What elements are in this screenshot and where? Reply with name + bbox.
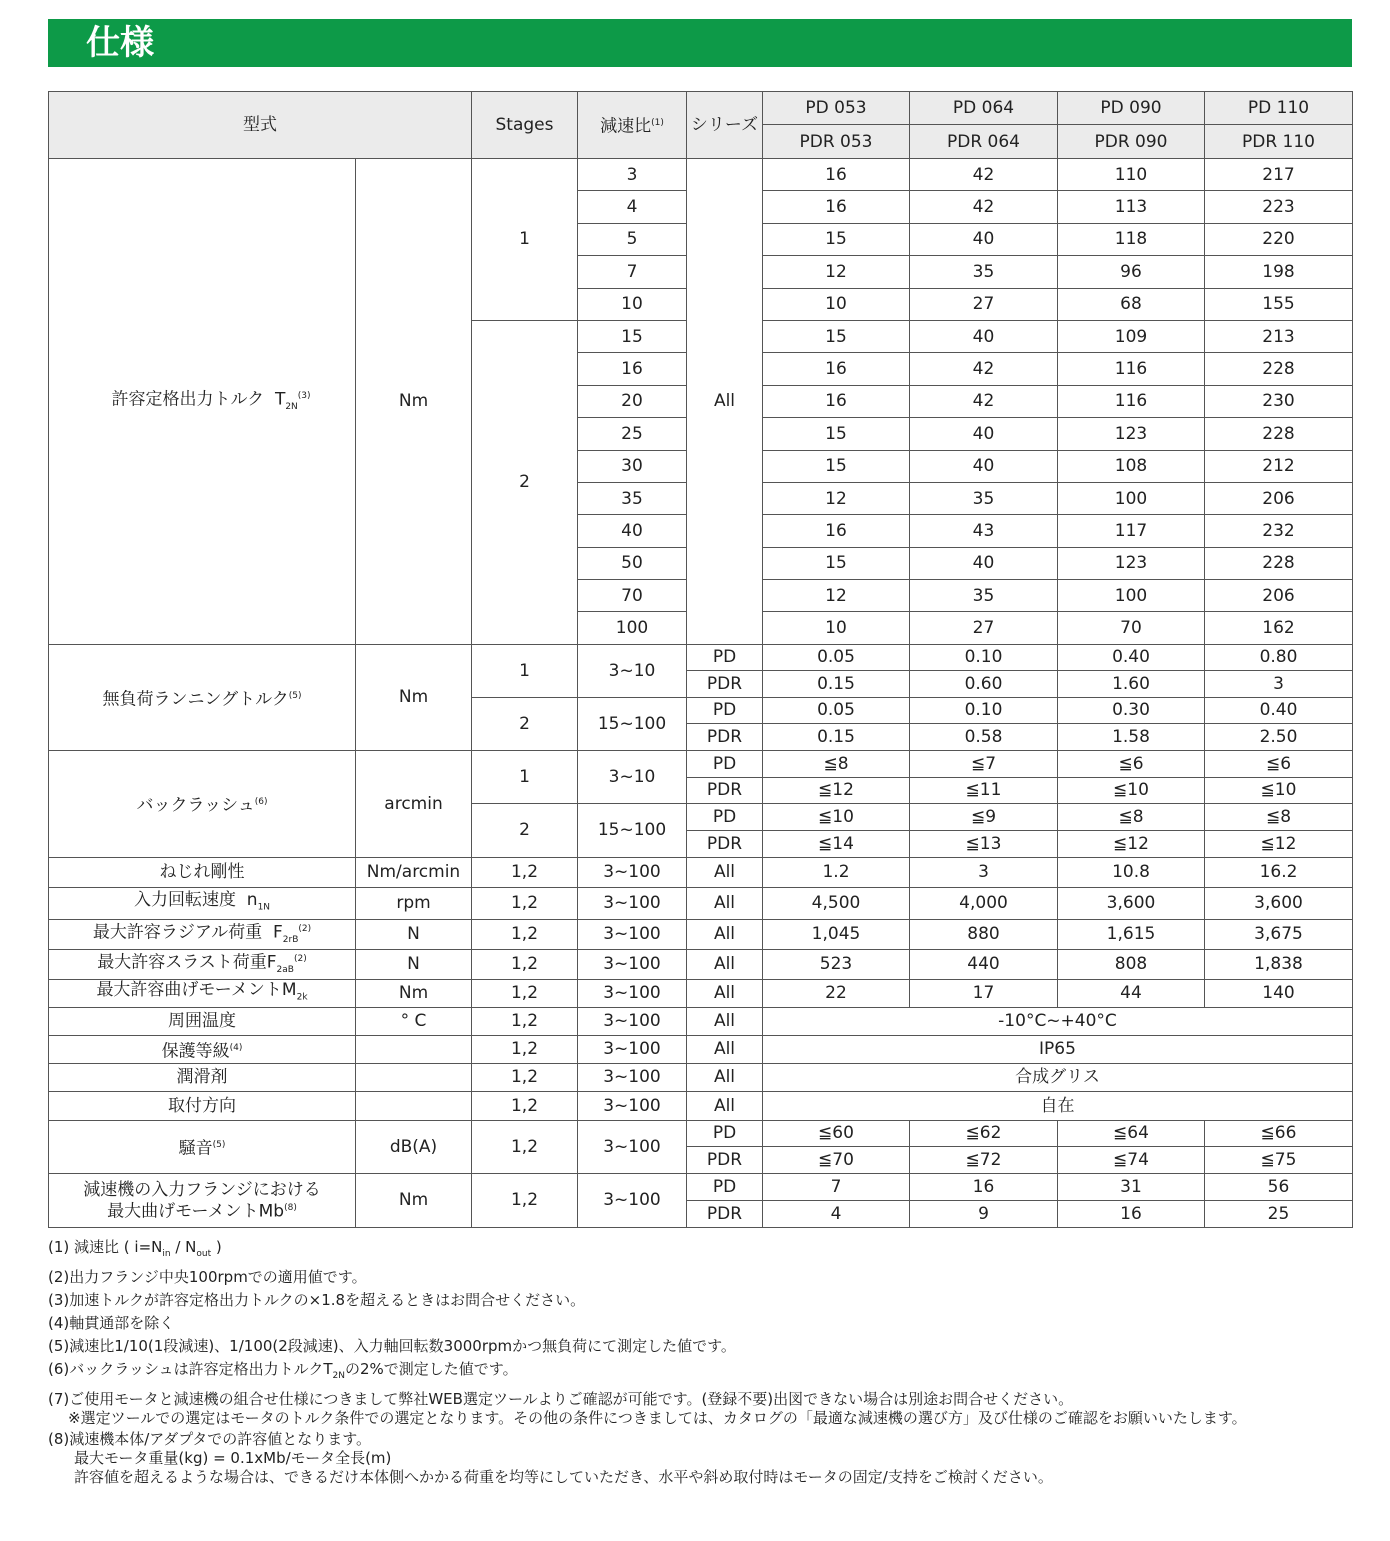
footnote-4: (4)軸貫通部を除く [48,1314,175,1332]
value-cell: 0.30 [1058,697,1205,723]
value-cell: ≦12 [763,777,910,803]
value-cell: 0.10 [910,644,1058,670]
unit-cell: rpm [356,887,472,919]
simple-rows [49,857,1353,1120]
ratio-cell: 3~10 [578,750,687,803]
series-cell: All [687,1063,763,1091]
row-label: 潤滑剤 [49,1063,356,1091]
value-cell: 118 [1058,223,1205,255]
value-cell: ≦6 [1058,750,1205,777]
value-cell: 96 [1058,256,1205,288]
header-pd-model: PD 064 [910,92,1058,125]
table-row [49,1063,1353,1091]
value-cell: 35 [910,482,1058,514]
value-cell: ≦60 [763,1120,910,1146]
value-cell: ≦66 [1205,1120,1353,1146]
ratio-cell: 20 [578,385,687,417]
ratio-cell: 3~100 [578,857,687,887]
series-cell: PD [687,644,763,670]
table-row [49,1173,1353,1200]
series-cell: All [687,887,763,919]
value-cell: 16 [763,191,910,223]
unit-cell: Nm [356,159,472,645]
value-cell: 220 [1205,223,1353,255]
ratio-cell: 40 [578,515,687,547]
series-cell: PD [687,1173,763,1200]
value-cell: ≦11 [910,777,1058,803]
value-cell: 0.40 [1058,644,1205,670]
value-cell: 40 [910,547,1058,579]
value-cell: 12 [763,256,910,288]
ratio-cell: 16 [578,353,687,385]
value-cell: 110 [1058,159,1205,191]
value-cell: ≦70 [763,1146,910,1173]
header-pd-model: PD 053 [763,92,910,125]
table-row [49,919,1353,949]
series-cell: All [687,159,763,645]
unit-cell: N [356,949,472,979]
value-cell: ≦14 [763,830,910,857]
value-cell: 15 [763,418,910,450]
value-cell: 16 [763,515,910,547]
row-label: 無負荷ランニングトルク$^{(5)}$ [49,644,356,750]
stage-cell: 1,2 [472,1035,578,1063]
value-cell: 16.2 [1205,857,1353,887]
table-row [49,750,1353,777]
section-banner [48,19,1352,67]
value-cell: 116 [1058,353,1205,385]
value-cell: 213 [1205,320,1353,352]
footnote-8: (8)減速機本体/アダプタでの許容値となります。 [48,1430,372,1448]
stage-cell: 1,2 [472,857,578,887]
value-cell: 162 [1205,612,1353,644]
series-cell: All [687,919,763,949]
value-cell: 10 [763,612,910,644]
ratio-cell: 3~100 [578,1007,687,1035]
value-cell: 880 [910,919,1058,949]
value-cell: 27 [910,612,1058,644]
value-cell: 22 [763,979,910,1007]
value-cell: 228 [1205,353,1353,385]
row-label: 保護等級$^{(4)}$ [49,1035,356,1063]
stage-cell: 1 [472,159,578,321]
value-cell: ≦13 [910,830,1058,857]
value-cell: 42 [910,159,1058,191]
row-label: 減速機の入力フランジにおける 最大曲げモーメントMb$^{(8)}$ [49,1173,356,1227]
value-cell: 198 [1205,256,1353,288]
value-cell: 0.40 [1205,697,1353,723]
torque-section [49,159,1353,645]
value-cell: ≦8 [1205,803,1353,830]
unit-cell: ° C [356,1007,472,1035]
ratio-cell: 10 [578,288,687,320]
value-cell: ≦7 [910,750,1058,777]
row-label: 許容定格出力トルク $T_{2N}^{(3)}$ [49,159,356,645]
value-cell: 1.2 [763,857,910,887]
ratio-cell: 7 [578,256,687,288]
value-cell: 0.10 [910,697,1058,723]
value-cell: ≦10 [763,803,910,830]
value-cell: -10°C~+40°C [763,1007,1353,1035]
value-cell: 42 [910,191,1058,223]
unit-cell: Nm [356,1173,472,1227]
table-row [49,1007,1353,1035]
footnotes [48,1236,1378,1487]
series-cell: All [687,1035,763,1063]
ratio-cell: 3~10 [578,644,687,697]
ratio-cell: 3~100 [578,919,687,949]
value-cell: 3,600 [1058,887,1205,919]
ratio-cell: 3~100 [578,949,687,979]
value-cell: 109 [1058,320,1205,352]
value-cell: 15 [763,450,910,482]
value-cell: 228 [1205,547,1353,579]
value-cell: 15 [763,320,910,352]
ratio-cell: 3~100 [578,1063,687,1091]
value-cell: 3,600 [1205,887,1353,919]
value-cell: 1,838 [1205,949,1353,979]
value-cell: 12 [763,580,910,612]
value-cell: 7 [763,1173,910,1200]
value-cell: 206 [1205,580,1353,612]
section-title: 仕様 [86,23,154,63]
value-cell: 3 [1205,670,1353,697]
stage-cell: 1 [472,750,578,803]
value-cell: 16 [1058,1200,1205,1227]
value-cell: 44 [1058,979,1205,1007]
value-cell: 123 [1058,547,1205,579]
header-pdr-model: PDR 064 [910,125,1058,159]
table-row [49,887,1353,919]
value-cell: 15 [763,223,910,255]
table-row [49,159,1353,191]
noise-section [49,1120,1353,1173]
series-cell: All [687,949,763,979]
row-label: ねじれ剛性 [49,857,356,887]
row-label: バックラッシュ$^{(6)}$ [49,750,356,857]
value-cell: ≦72 [910,1146,1058,1173]
table-row [49,949,1353,979]
value-cell: 116 [1058,385,1205,417]
value-cell: 56 [1205,1173,1353,1200]
value-cell: ≦75 [1205,1146,1353,1173]
ratio-cell: 50 [578,547,687,579]
value-cell: 3 [910,857,1058,887]
row-label: 取付方向 [49,1091,356,1120]
series-cell: PD [687,697,763,723]
unit-cell [356,1035,472,1063]
value-cell: 4,500 [763,887,910,919]
footnote-7-note: ※選定ツールでの選定はモータのトルク条件での選定となります。その他の条件につきましては、カタログの「最適な減速機の選び方」及び仕様のご確認をお願いいたします。 [68,1409,1247,1427]
value-cell: ≦9 [910,803,1058,830]
ratio-cell: 4 [578,191,687,223]
value-cell: 440 [910,949,1058,979]
value-cell: 42 [910,385,1058,417]
value-cell: 808 [1058,949,1205,979]
unit-cell: Nm [356,979,472,1007]
value-cell: 140 [1205,979,1353,1007]
stage-cell: 1,2 [472,887,578,919]
value-cell: ≦12 [1058,830,1205,857]
ratio-cell: 3~100 [578,1120,687,1173]
series-cell: All [687,1007,763,1035]
value-cell: ≦64 [1058,1120,1205,1146]
value-cell: ≦6 [1205,750,1353,777]
footnote-1: (1) 減速比 ( $i=N_{in} / N_{out}$ ) [48,1238,222,1259]
value-cell: IP65 [763,1035,1353,1063]
footnote-2: (2)出力フランジ中央100rpmでの適用値です。 [48,1268,367,1286]
series-cell: PD [687,803,763,830]
value-cell: 31 [1058,1173,1205,1200]
value-cell: 16 [763,353,910,385]
row-label: 入力回転速度 $n_{1N}$ [49,887,356,919]
row-label: 周囲温度 [49,1007,356,1035]
unit-cell: N [356,919,472,949]
stage-cell: 2 [472,320,578,644]
value-cell: ≦10 [1205,777,1353,803]
ratio-cell: 3~100 [578,979,687,1007]
value-cell: 113 [1058,191,1205,223]
value-cell: 212 [1205,450,1353,482]
unit-cell: Nm/arcmin [356,857,472,887]
stage-cell: 1,2 [472,979,578,1007]
value-cell: 自在 [763,1091,1353,1120]
series-cell: PDR [687,830,763,857]
value-cell: 4 [763,1200,910,1227]
ratio-cell: 3~100 [578,1091,687,1120]
value-cell: 230 [1205,385,1353,417]
value-cell: 206 [1205,482,1353,514]
value-cell: 0.15 [763,723,910,750]
value-cell: 0.15 [763,670,910,697]
value-cell: 100 [1058,580,1205,612]
value-cell: 16 [763,385,910,417]
value-cell: 68 [1058,288,1205,320]
stage-cell: 1 [472,644,578,697]
ratio-cell: 3~100 [578,1035,687,1063]
header-stages: Stages [472,92,578,159]
value-cell: 42 [910,353,1058,385]
row-label: 最大許容曲げモーメント$M_{2k}$ [49,979,356,1007]
stage-cell: 1,2 [472,1173,578,1227]
footnote-8-advice: 許容値を超えるような場合は、できるだけ本体側へかかる荷重を均等にしていただき、水平や斜め取付時はモータの固定/支持をご検討ください。 [74,1468,1053,1486]
series-cell: All [687,979,763,1007]
backlash-section [49,750,1353,857]
value-cell: ≦62 [910,1120,1058,1146]
unit-cell: arcmin [356,750,472,857]
value-cell: 3,675 [1205,919,1353,949]
value-cell: 40 [910,450,1058,482]
value-cell: ≦74 [1058,1146,1205,1173]
unit-cell [356,1063,472,1091]
value-cell: 1,045 [763,919,910,949]
footnote-7: (7)ご使用モータと減速機の組合せ仕様につきまして弊社WEB選定ツールよりご確認が可能です。(登録不要)出図できない場合は別途お問合せください。 [48,1390,1074,1408]
value-cell: 4,000 [910,887,1058,919]
ratio-cell: 3~100 [578,1173,687,1227]
unit-cell: dB(A) [356,1120,472,1173]
value-cell: ≦8 [763,750,910,777]
value-cell: 40 [910,418,1058,450]
value-cell: 100 [1058,482,1205,514]
stage-cell: 1,2 [472,949,578,979]
value-cell: 1,615 [1058,919,1205,949]
ratio-cell: 25 [578,418,687,450]
value-cell: 9 [910,1200,1058,1227]
value-cell: 0.58 [910,723,1058,750]
header-pdr-model: PDR 090 [1058,125,1205,159]
value-cell: 35 [910,580,1058,612]
stage-cell: 1,2 [472,1091,578,1120]
table-row [49,644,1353,670]
table-row [49,857,1353,887]
value-cell: 16 [910,1173,1058,1200]
value-cell: 0.05 [763,644,910,670]
stage-cell: 1,2 [472,1120,578,1173]
row-label: 騒音$^{(5)}$ [49,1120,356,1173]
value-cell: 35 [910,256,1058,288]
value-cell: 232 [1205,515,1353,547]
stage-cell: 1,2 [472,1007,578,1035]
stage-cell: 1,2 [472,919,578,949]
value-cell: 0.80 [1205,644,1353,670]
table-row [49,979,1353,1007]
value-cell: 43 [910,515,1058,547]
stage-cell: 2 [472,697,578,750]
ratio-cell: 15~100 [578,803,687,857]
stage-cell: 1,2 [472,1063,578,1091]
value-cell: 0.60 [910,670,1058,697]
value-cell: 15 [763,547,910,579]
value-cell: 25 [1205,1200,1353,1227]
value-cell: 2.50 [1205,723,1353,750]
table-row [49,1035,1353,1063]
header-row [49,92,1353,125]
stage-cell: 2 [472,803,578,857]
ratio-cell: 5 [578,223,687,255]
value-cell: 523 [763,949,910,979]
series-cell: All [687,857,763,887]
header-model: 型式 [49,92,472,159]
header-pdr-model: PDR 110 [1205,125,1353,159]
row-label: 最大許容スラスト荷重$F_{2aB}^{(2)}$ [49,949,356,979]
value-cell: 1.60 [1058,670,1205,697]
flange-section [49,1173,1353,1227]
value-cell: 1.58 [1058,723,1205,750]
series-cell: PDR [687,1200,763,1227]
series-cell: PDR [687,723,763,750]
value-cell: 12 [763,482,910,514]
value-cell: 155 [1205,288,1353,320]
series-cell: PD [687,750,763,777]
header-ratio: 減速比$^{(1)}$ [578,92,687,159]
spec-table [48,91,1353,1228]
value-cell: 123 [1058,418,1205,450]
header-pdr-model: PDR 053 [763,125,910,159]
ratio-cell: 3 [578,159,687,191]
footnote-8-formula: 最大モータ重量(kg) = 0.1xMb/モータ全長(m) [74,1449,392,1467]
value-cell: ≦8 [1058,803,1205,830]
ratio-cell: 100 [578,612,687,644]
value-cell: 0.05 [763,697,910,723]
unit-cell [356,1091,472,1120]
footnote-6: (6)バックラッシュは許容定格出力トルク$T_{2N}$の2%で測定した値です。 [48,1360,518,1381]
value-cell: 228 [1205,418,1353,450]
value-cell: 217 [1205,159,1353,191]
ratio-cell: 15~100 [578,697,687,750]
value-cell: 10 [763,288,910,320]
noload-section [49,644,1353,750]
value-cell: 16 [763,159,910,191]
header-pd-model: PD 110 [1205,92,1353,125]
value-cell: ≦12 [1205,830,1353,857]
value-cell: 117 [1058,515,1205,547]
ratio-cell: 3~100 [578,887,687,919]
value-cell: 10.8 [1058,857,1205,887]
value-cell: 40 [910,320,1058,352]
series-cell: PDR [687,777,763,803]
value-cell: 40 [910,223,1058,255]
value-cell: 17 [910,979,1058,1007]
footnote-3: (3)加速トルクが許容定格出力トルクの×1.8を超えるときはお問合せください。 [48,1291,586,1309]
value-cell: 70 [1058,612,1205,644]
ratio-cell: 30 [578,450,687,482]
value-cell: 108 [1058,450,1205,482]
unit-cell: Nm [356,644,472,750]
ratio-cell: 35 [578,482,687,514]
ratio-cell: 15 [578,320,687,352]
ratio-cell: 70 [578,580,687,612]
value-cell: 223 [1205,191,1353,223]
series-cell: PDR [687,1146,763,1173]
series-cell: PD [687,1120,763,1146]
row-label: 最大許容ラジアル荷重 $F_{2rB}^{(2)}$ [49,919,356,949]
value-cell: ≦10 [1058,777,1205,803]
footnote-5: (5)減速比1/10(1段減速)、1/100(2段減速)、入力軸回転数3000rpmかつ無負荷にて測定した値です。 [48,1337,736,1355]
value-cell: 27 [910,288,1058,320]
series-cell: PDR [687,670,763,697]
table-row [49,1120,1353,1146]
series-cell: All [687,1091,763,1120]
header-pd-model: PD 090 [1058,92,1205,125]
table-row [49,1091,1353,1120]
header-series: シリーズ [687,92,763,159]
value-cell: 合成グリス [763,1063,1353,1091]
